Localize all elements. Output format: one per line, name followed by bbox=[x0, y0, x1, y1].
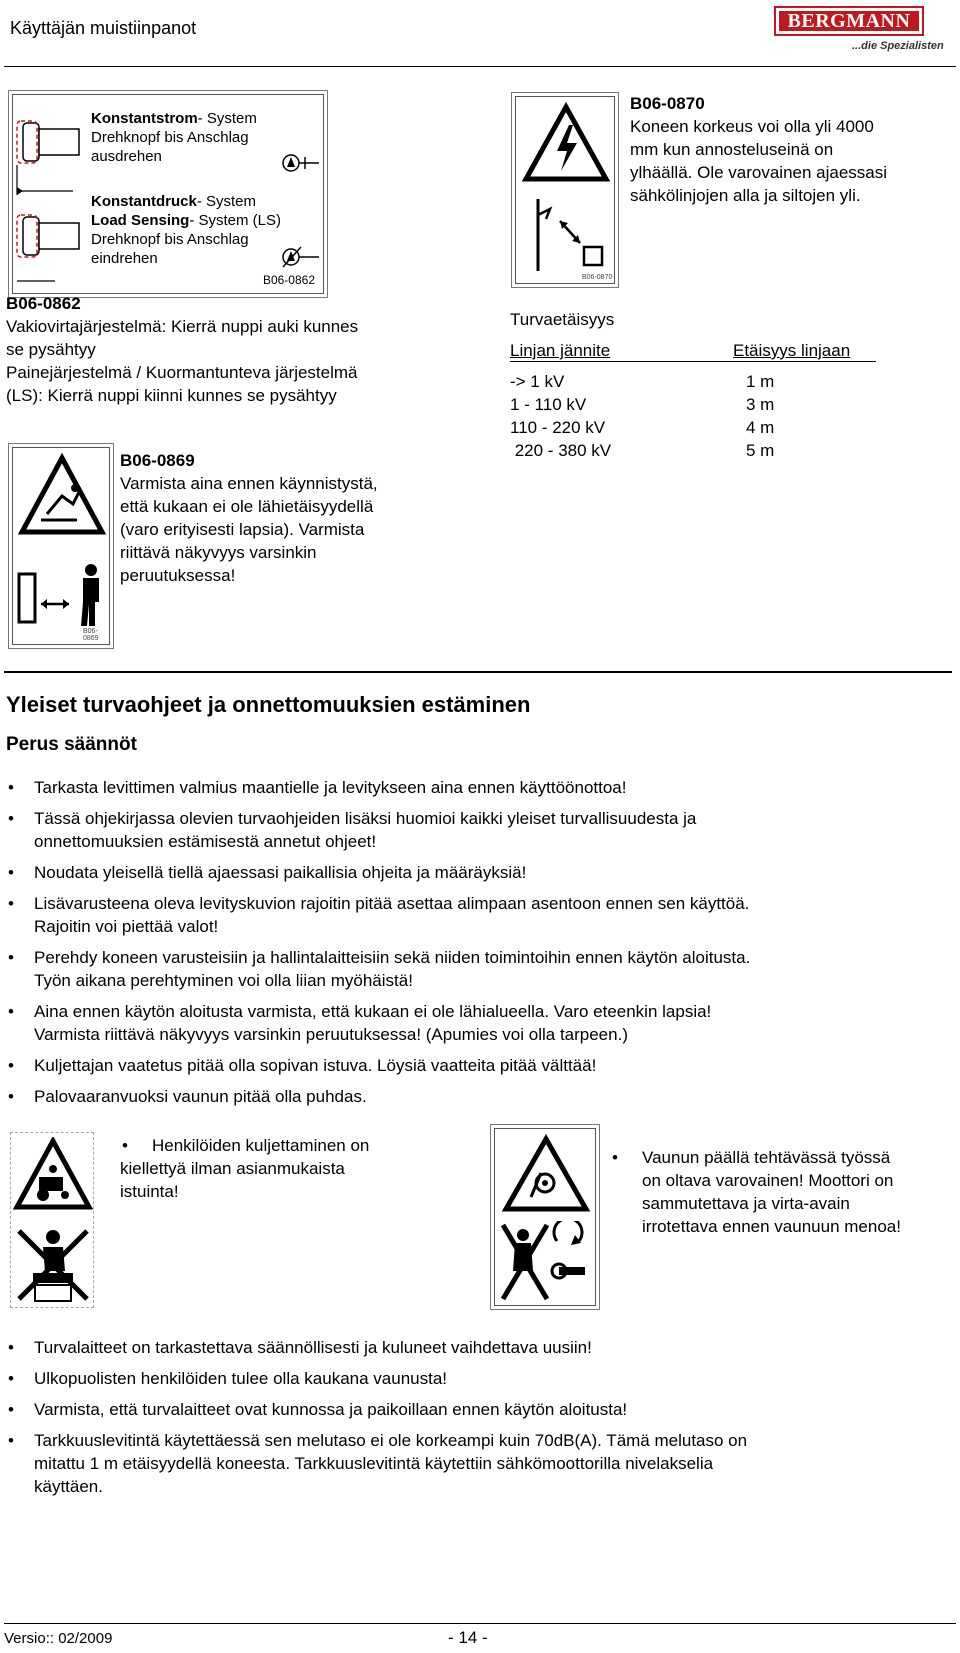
text-line: mm kun annosteluseinä on bbox=[630, 140, 834, 159]
list-item-text: on oltava varovainen! Moottori on bbox=[642, 1171, 894, 1190]
text-line: että kukaan ei ole lähietäisyydellä bbox=[120, 497, 374, 516]
distance-table-title: Turvaetäisyys bbox=[510, 310, 615, 329]
sticker-code: B06-0862 bbox=[262, 273, 315, 287]
list-item-text: Ulkopuolisten henkilöiden tulee olla kaukana vaunusta! bbox=[34, 1369, 448, 1388]
list-item-text: Varmista riittävä näkyvyys varsinkin peruutuksessa! (Apumies voi olla tarpeen.) bbox=[34, 1025, 628, 1044]
section-subheading: Perus säännöt bbox=[6, 734, 137, 755]
list-item bbox=[6, 776, 946, 799]
text-line: riittävä näkyvyys varsinkin bbox=[120, 543, 317, 562]
pressure-symbol-icon bbox=[281, 245, 321, 269]
pump-symbol-icon bbox=[281, 151, 321, 175]
list-item bbox=[120, 1134, 440, 1157]
list-item-text: mitattu 1 m etäisyydellä koneesta. Tarkkuuslevitintä käytettiin sähkömoottorilla nivelakselia bbox=[34, 1454, 714, 1473]
person-distance-icon bbox=[15, 560, 109, 630]
section-heading: Yleiset turvaohjeet ja onnettomuuksien estäminen bbox=[6, 692, 531, 717]
list-item-text: Työn aikana perehtyminen voi olla liian myöhäistä! bbox=[34, 971, 413, 990]
list-item bbox=[6, 892, 946, 938]
list-item-text: • Tässä ohjekirjassa olevien turvaohjeiden lisäksi huomioi kaikki yleiset turvallisuudesta ja bbox=[34, 809, 697, 828]
list-item-text: Henkilöiden kuljettaminen on bbox=[152, 1136, 370, 1155]
distance-table-col-distance: Etäisyys linjaan bbox=[733, 341, 851, 360]
list-item bbox=[6, 1085, 946, 1108]
header-rule bbox=[4, 66, 956, 67]
sticker-code: B06-0869 bbox=[83, 628, 99, 642]
list-item-text: Palovaaranvuoksi vaunun pitää olla puhdas. bbox=[34, 1087, 367, 1106]
sticker-line: Drehknopf bis Anschlag bbox=[91, 129, 249, 146]
warning-rotating-parts-icon bbox=[501, 1133, 591, 1217]
mid-left-list bbox=[120, 1134, 440, 1157]
text-line: sähkölinjojen alla ja siltojen yli. bbox=[630, 186, 861, 205]
sticker-line: Konstantdruck bbox=[91, 193, 197, 210]
no-riding-tractor-icon bbox=[13, 1137, 93, 1217]
logo-tagline: ...die Spezialisten bbox=[852, 40, 944, 52]
table-cell-distance: 3 m bbox=[746, 395, 775, 414]
table-cell-voltage: 110 - 220 kV bbox=[510, 418, 606, 437]
b0870-description bbox=[630, 92, 887, 207]
list-item bbox=[6, 1398, 946, 1421]
table-cell-voltage: 1 - 110 kV bbox=[510, 395, 587, 414]
table-cell-voltage: -> 1 kV bbox=[510, 372, 565, 391]
code-label: B06-0869 bbox=[120, 451, 195, 470]
list-item-text: käyttäen. bbox=[34, 1477, 103, 1496]
powerline-clearance-icon bbox=[520, 195, 612, 275]
warning-distance-icon bbox=[17, 452, 107, 542]
table-cell-voltage: 220 - 380 kV bbox=[510, 441, 612, 460]
footer-version: Versio:: 02/2009 bbox=[4, 1630, 113, 1647]
sticker-line: - System bbox=[197, 110, 257, 127]
sticker-line: - System (LS) bbox=[189, 212, 282, 229]
table-cell-distance: 5 m bbox=[746, 441, 775, 460]
list-item bbox=[610, 1146, 955, 1238]
list-item-text: • Vaunun päällä tehtävässä työssä bbox=[642, 1148, 891, 1167]
sticker-line: Load Sensing bbox=[91, 212, 190, 229]
sticker-line: Drehknopf bis Anschlag bbox=[91, 231, 249, 248]
table-cell-distance: 1 m bbox=[746, 372, 775, 391]
mid-left-text bbox=[120, 1157, 345, 1203]
list-item bbox=[6, 807, 946, 853]
text-line: ylhäällä. Ole varovainen ajaessasi bbox=[630, 163, 888, 182]
code-label: B06-0870 bbox=[630, 94, 705, 113]
sticker-code: B06-0870 bbox=[582, 274, 613, 281]
text-line: (LS): Kierrä nuppi kiinni kunnes se pysähtyy bbox=[6, 386, 337, 405]
logo-text: BERGMANN bbox=[779, 11, 919, 31]
text-line: peruutuksessa! bbox=[120, 566, 236, 585]
b0862-description bbox=[6, 292, 358, 407]
engine-off-pictogram bbox=[494, 1128, 596, 1306]
sticker-b06-0870 bbox=[515, 96, 615, 284]
list-item-text: onnettomuuksien estämisestä annetut ohjeet! bbox=[34, 832, 377, 851]
page-number: - 14 - bbox=[448, 1628, 488, 1647]
text-line: (varo erityisesti lapsia). Varmista bbox=[120, 520, 365, 539]
text-line: Koneen korkeus voi olla yli 4000 bbox=[630, 117, 874, 136]
table-cell-distance: 4 m bbox=[746, 418, 775, 437]
electric-hazard-icon bbox=[521, 101, 611, 187]
remove-key-icon bbox=[499, 1221, 593, 1303]
list-item bbox=[6, 1054, 946, 1077]
list-item-text: irrotettava ennen vaunuun menoa! bbox=[642, 1217, 901, 1236]
sticker-line: Konstantstrom bbox=[91, 110, 198, 127]
sticker-line: - System bbox=[196, 193, 257, 210]
list-item bbox=[6, 1429, 946, 1498]
footer-rule bbox=[4, 1623, 956, 1624]
list-item bbox=[6, 1000, 946, 1046]
bergmann-logo bbox=[774, 6, 924, 36]
text-line: Vakiovirtajärjestelmä: Kierrä nuppi auki kunnes bbox=[6, 317, 359, 336]
list-item-text: Varmista, että turvalaitteet ovat kunnossa ja paikoillaan ennen käytön aloitusta! bbox=[34, 1400, 628, 1419]
document-title: Käyttäjän muistiinpanot bbox=[10, 18, 197, 38]
rules-list bbox=[6, 776, 946, 1108]
list-item bbox=[6, 946, 946, 992]
table-header-rule bbox=[510, 361, 876, 362]
list-item-text: sammutettava ja virta-avain bbox=[642, 1194, 850, 1213]
no-seat-icon bbox=[15, 1225, 91, 1305]
mid-right-list bbox=[610, 1146, 955, 1238]
sticker-b06-0862 bbox=[12, 94, 324, 294]
code-label: B06-0862 bbox=[6, 294, 81, 313]
text-line: Varmista aina ennen käynnistystä, bbox=[120, 474, 378, 493]
list-item bbox=[6, 1336, 946, 1359]
list-item-text: Rajoitin voi piettää valot! bbox=[34, 917, 219, 936]
sticker-b06-0869 bbox=[12, 447, 110, 645]
list-item-text: Noudata yleisellä tiellä ajaessasi paikallisia ohjeita ja määräyksiä! bbox=[34, 863, 527, 882]
list-item bbox=[6, 1367, 946, 1390]
distance-table-col-voltage: Linjan jännite bbox=[510, 341, 611, 360]
no-passenger-pictogram bbox=[10, 1132, 94, 1308]
list-item-text: • Lisävarusteena oleva levityskuvion rajoitin pitää asettaa alimpaan asentoon ennen sen käyttöä. bbox=[34, 894, 750, 913]
sticker-line: ausdrehen bbox=[91, 148, 162, 165]
list-item-text: • Aina ennen käytön aloitusta varmista, että kukaan ei ole lähialueella. Varo eteenkin lapsia! bbox=[34, 1002, 712, 1021]
list-item-text: Turvalaitteet on tarkastettava säännöllisesti ja kuluneet vaihdettava uusiin! bbox=[34, 1338, 592, 1357]
list-item-text: • Tarkkuuslevitintä käytettäessä sen melutaso ei ole korkeampi kuin 70dB(A). Tämä melutaso on bbox=[34, 1431, 748, 1450]
list-item-text: • Perehdy koneen varusteisiin ja hallintalaitteisiin sekä niiden toimintoihin ennen käytön aloitusta. bbox=[34, 948, 751, 967]
text-line: Painejärjestelmä / Kuormantunteva järjestelmä bbox=[6, 363, 358, 382]
text-line: kiellettyä ilman asianmukaista bbox=[120, 1159, 345, 1178]
b0869-description bbox=[120, 449, 378, 587]
text-line: istuinta! bbox=[120, 1182, 179, 1201]
bottom-list bbox=[6, 1336, 946, 1498]
text-line: se pysähtyy bbox=[6, 340, 96, 359]
sticker-line: eindrehen bbox=[91, 250, 158, 267]
list-item-text: Tarkasta levittimen valmius maantielle ja levitykseen aina ennen käyttöönottoa! bbox=[34, 778, 627, 797]
list-item-text: Kuljettajan vaatetus pitää olla sopivan istuva. Löysiä vaatteita pitää välttää! bbox=[34, 1056, 597, 1075]
list-item bbox=[6, 861, 946, 884]
section-separator bbox=[4, 671, 952, 673]
